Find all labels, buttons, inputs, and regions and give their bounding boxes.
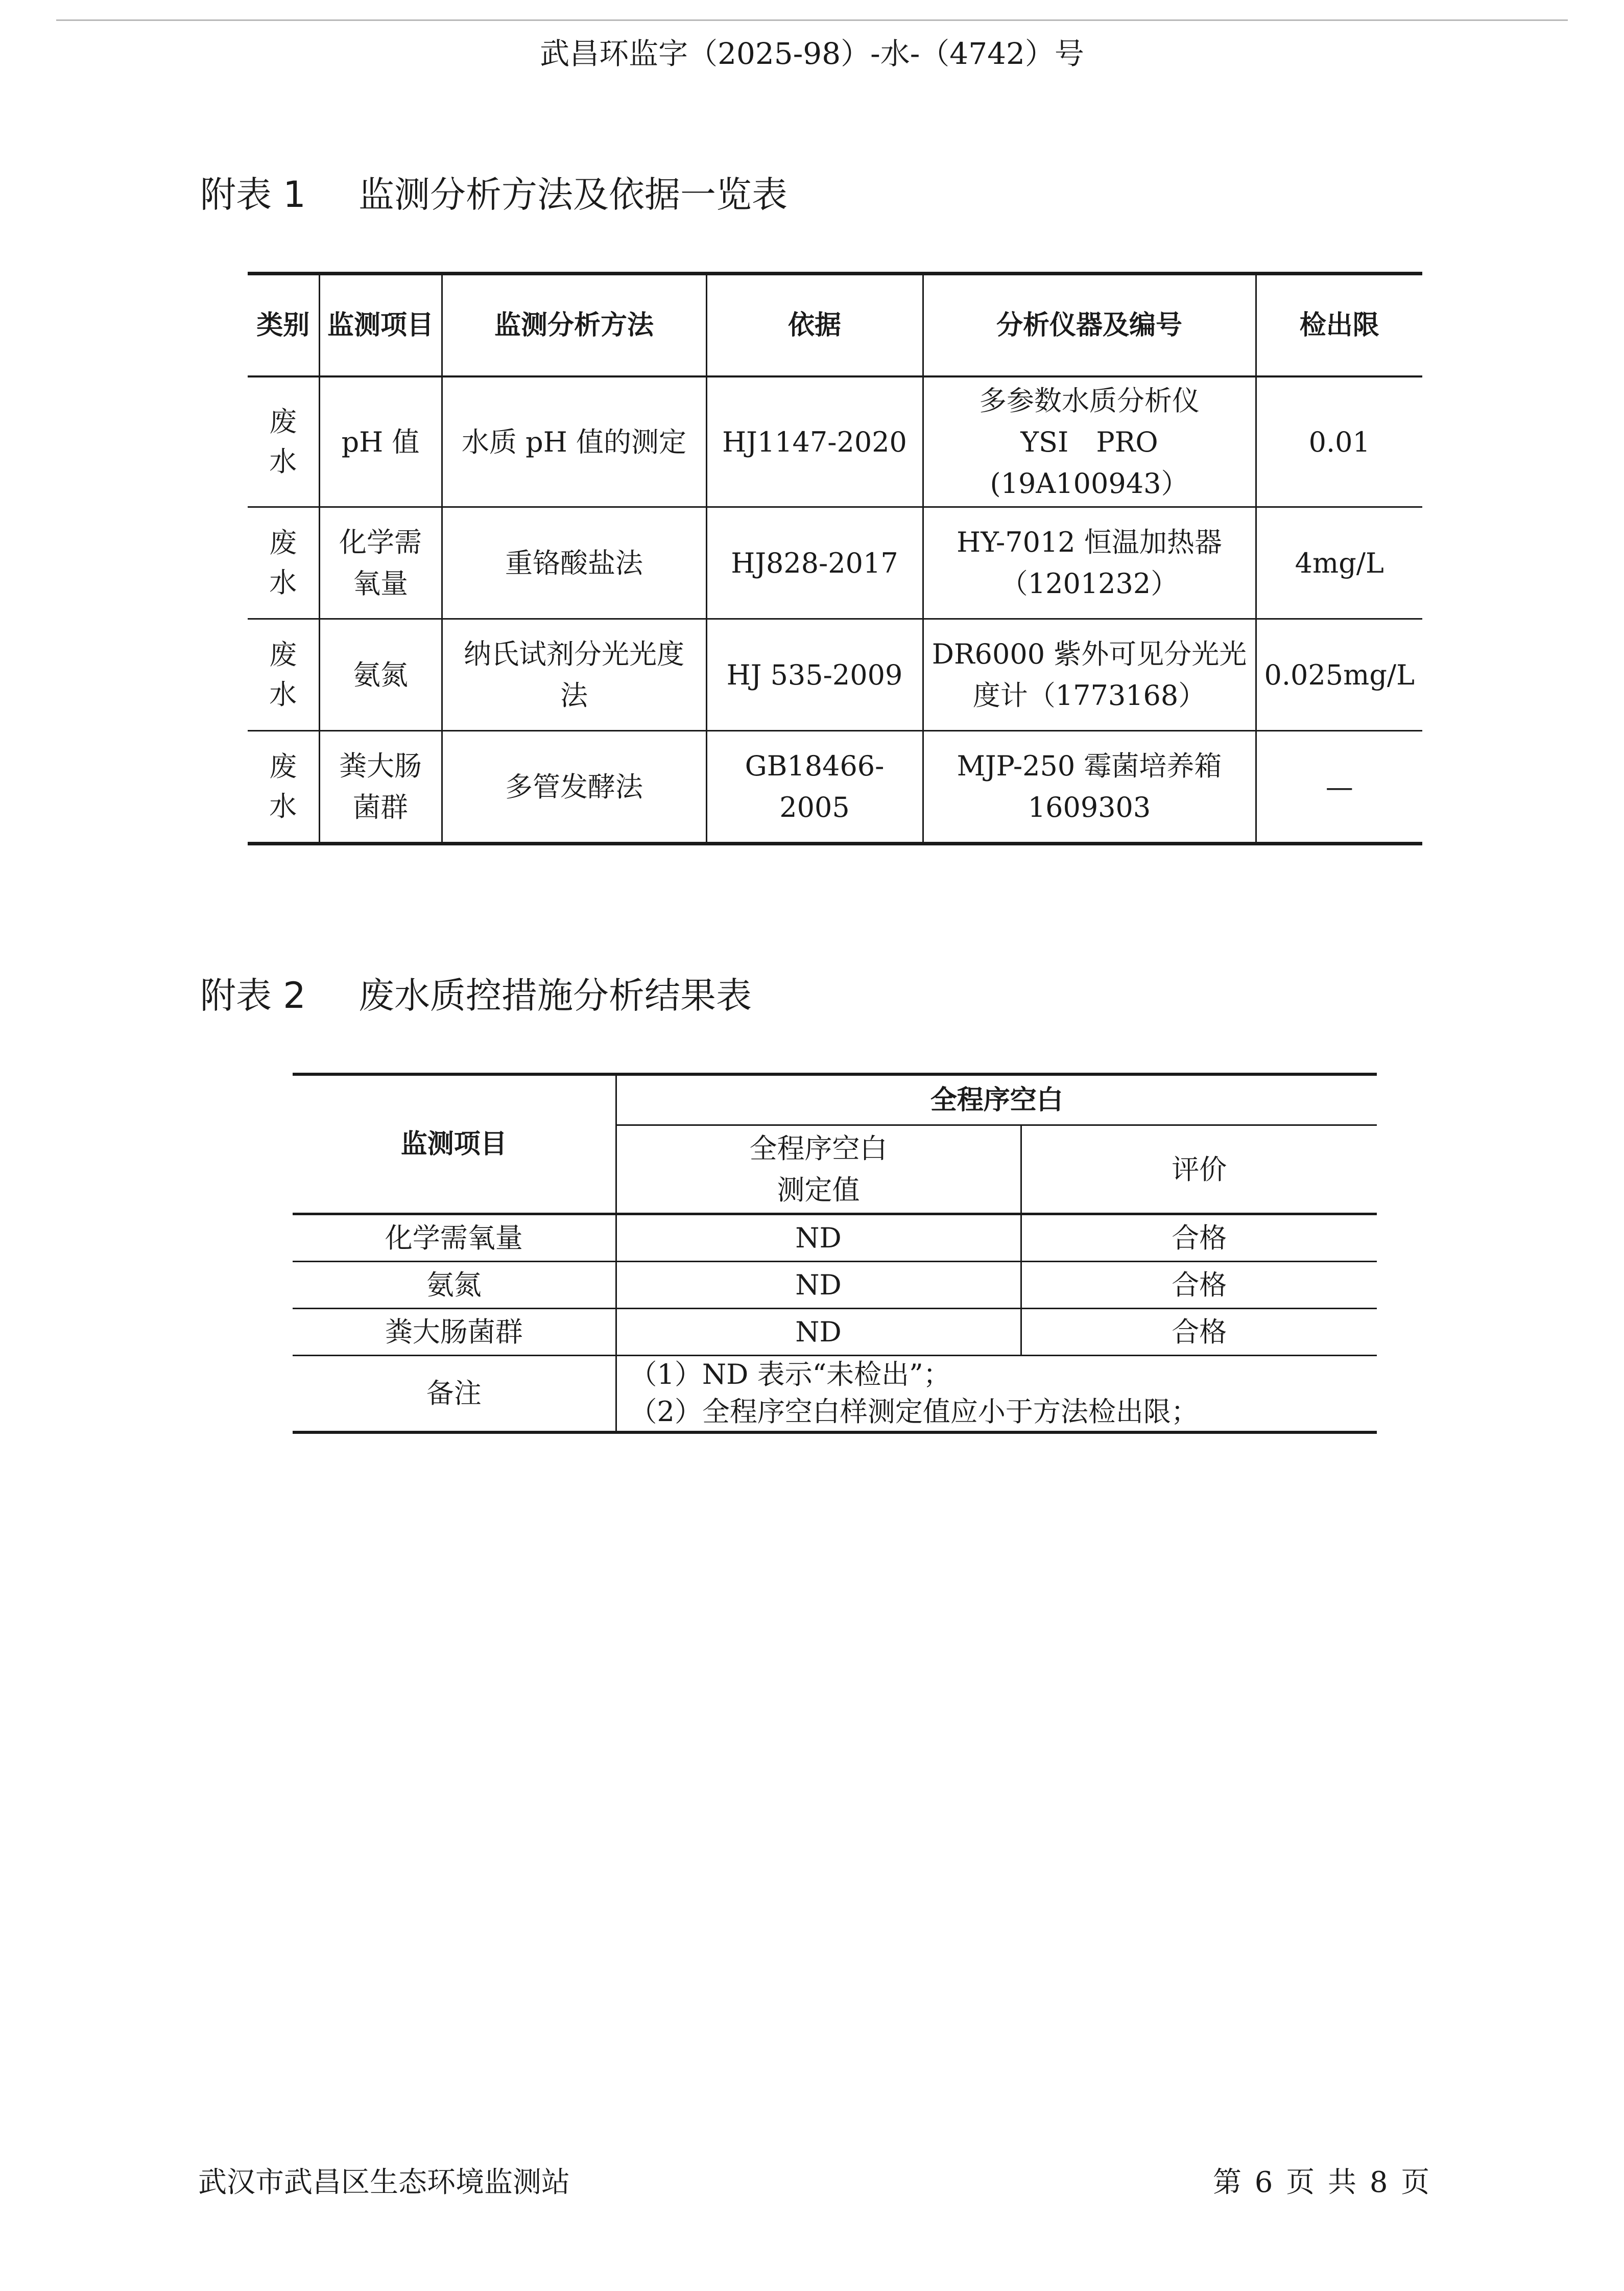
limit-cell: 0.01: [1256, 376, 1422, 507]
limit-cell: —: [1256, 731, 1422, 844]
footer-organization: 武汉市武昌区生态环境监测站: [198, 2166, 570, 2199]
item-cell: 化学需 氧量: [319, 507, 442, 619]
category-cell: 废 水: [269, 405, 297, 478]
col-header-instrument: 分析仪器及编号: [923, 274, 1256, 377]
col-header-category: 类别: [248, 274, 319, 377]
eval-cell: 合格: [1021, 1262, 1377, 1309]
eval-cell: 合格: [1021, 1214, 1377, 1262]
table2-label: 附表 2: [200, 975, 306, 1017]
table1-title: 监测分析方法及依据一览表: [359, 174, 787, 216]
eval-cell: 合格: [1021, 1309, 1377, 1356]
value-cell: ND: [616, 1214, 1021, 1262]
table-row: [248, 507, 1422, 619]
col-header-basis: 依据: [706, 274, 923, 377]
table2-title: 废水质控措施分析结果表: [359, 975, 752, 1017]
basis-cell: HJ 535-2009: [706, 619, 923, 731]
instrument-cell: DR6000 紫外可见分光光 度计（1773168）: [923, 619, 1256, 731]
category-cell: 废 水: [248, 619, 319, 731]
instrument-cell: HY-7012 恒温加热器 （1201232）: [923, 507, 1256, 619]
instrument-cell: 多参数水质分析仪 YSI PRO (19A100943）: [923, 376, 1256, 507]
document-number: 武昌环监字（2025-98）-水-（4742）号: [540, 36, 1084, 71]
notes-text: （1）ND 表示“未检出”； （2）全程序空白样测定值应小于方法检出限；: [616, 1356, 1377, 1432]
table1-heading: [200, 166, 787, 218]
notes-row: [293, 1356, 1377, 1432]
method-cell: 重铬酸盐法: [442, 507, 706, 619]
notes-label: 备注: [293, 1356, 616, 1432]
value-cell: ND: [616, 1309, 1021, 1356]
method-cell: 水质 pH 值的测定: [442, 376, 706, 507]
method-cell: 多管发酵法: [442, 731, 706, 844]
category-cell: 废 水: [248, 507, 319, 619]
item-cell: 粪大肠菌群: [293, 1309, 616, 1356]
table-row: [248, 731, 1422, 844]
table-row: [293, 1262, 1377, 1309]
header-full-procedure-blank: 全程序空白: [616, 1074, 1377, 1125]
value-cell: ND: [616, 1262, 1021, 1309]
item-cell: 粪大肠 菌群: [319, 731, 442, 844]
category-cell: 废 水: [248, 731, 319, 844]
table-row: [293, 1309, 1377, 1356]
method-cell: 纳氏试剂分光光度 法: [442, 619, 706, 731]
subheader-evaluation: 评价: [1021, 1125, 1377, 1214]
table2-heading: [200, 967, 752, 1019]
basis-cell: GB18466-2005: [706, 731, 923, 844]
footer-page-number: 第 6 页 共 8 页: [1213, 2166, 1430, 2199]
instrument-cell: MJP-250 霉菌培养箱 1609303: [923, 731, 1256, 844]
table-row: [248, 619, 1422, 731]
header-monitoring-item: 监测项目: [293, 1074, 616, 1214]
methods-table-header: [248, 274, 1422, 377]
subheader-measured-value: 全程序空白 测定值: [616, 1125, 1021, 1214]
table-row: [248, 376, 1422, 507]
table1-label: 附表 1: [200, 174, 306, 216]
item-cell: pH 值: [319, 376, 442, 507]
table-row: [293, 1214, 1377, 1262]
limit-cell: 0.025mg/L: [1256, 619, 1422, 731]
header-rule: [56, 19, 1568, 21]
col-header-item: 监测项目: [319, 274, 442, 377]
basis-cell: HJ1147-2020: [706, 376, 923, 507]
qc-header-row: [293, 1074, 1377, 1125]
item-cell: 化学需氧量: [385, 1222, 523, 1254]
qc-results-table: [293, 1073, 1377, 1434]
col-header-limit: 检出限: [1256, 274, 1422, 377]
col-header-method: 监测分析方法: [442, 274, 706, 377]
limit-cell: 4mg/L: [1256, 507, 1422, 619]
methods-table: [248, 272, 1422, 845]
item-cell: 氨氮: [319, 619, 442, 731]
item-cell: 氨氮: [293, 1262, 616, 1309]
basis-cell: HJ828-2017: [706, 507, 923, 619]
